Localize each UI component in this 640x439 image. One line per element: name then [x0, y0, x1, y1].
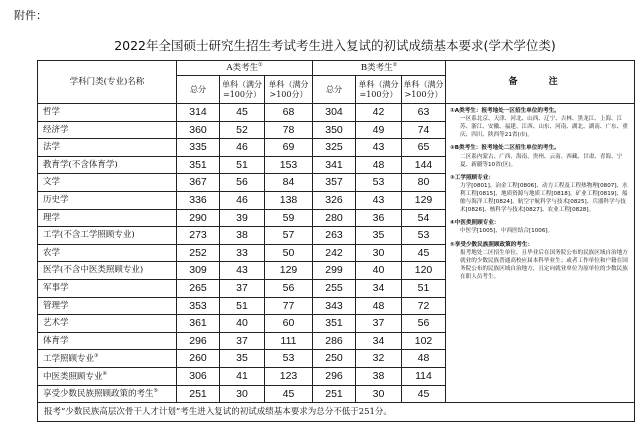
score-a-total: 360 — [177, 121, 220, 139]
subject-name — [38, 367, 177, 385]
score-b-total: 343 — [313, 297, 356, 315]
remark-title: ①A类考生：报考地处一区招生单位的考生。 — [450, 108, 560, 114]
remark-title: ③工学照顾专业： — [450, 174, 494, 181]
remark-block — [450, 107, 630, 139]
score-a-single100: 45 — [220, 104, 265, 122]
subject-name-text: 医学(不含中医类照顾专业) — [43, 265, 144, 276]
score-b-single100: 43 — [356, 139, 402, 157]
score-b-single-gt100: 114 — [402, 367, 446, 385]
score-b-single100: 35 — [356, 227, 402, 245]
score-b-total: 341 — [313, 156, 356, 174]
remark-body: 中医学[1005]、中西医结合[1006]。 — [460, 228, 554, 235]
score-b-single-gt100: 51 — [402, 279, 446, 297]
score-a-single-gt100: 59 — [265, 209, 313, 227]
score-a-single-gt100: 84 — [265, 174, 313, 192]
footnote-mark: ⑤ — [153, 388, 158, 395]
subject-name-text: 法学 — [43, 142, 61, 153]
score-a-single100: 40 — [220, 315, 265, 333]
remark-block — [450, 144, 630, 168]
group-b-mark: ② — [392, 62, 398, 69]
table-row — [38, 104, 635, 122]
score-a-single-gt100: 138 — [265, 191, 313, 209]
score-a-total: 336 — [177, 191, 220, 209]
attachment-label: 附件： — [14, 9, 47, 22]
score-b-single-gt100: 102 — [402, 332, 446, 350]
subject-name — [38, 227, 177, 245]
score-a-single-gt100: 129 — [265, 262, 313, 280]
remark-title: ②B类考生：报考地处二区招生单位的考生。 — [450, 145, 560, 152]
footer-row — [38, 403, 635, 422]
score-a-total: 367 — [177, 174, 220, 192]
score-b-single-gt100: 144 — [402, 156, 446, 174]
remark-body: 报考地处二区招生单位，且毕业后在国务院公布的民族区域自治地方就业的少数民族普通高校应届本科毕业生；或者工作单位和户籍在国务院公布的民族区域自治地方，且定向就业单位为原单位的少数民族在职人员考生。 — [460, 249, 628, 280]
score-a-single100: 41 — [220, 367, 265, 385]
a-total-header: 总分 — [177, 76, 220, 104]
subject-name — [38, 244, 177, 262]
score-a-single100: 46 — [220, 191, 265, 209]
score-a-total: 309 — [177, 262, 220, 280]
subject-name-text: 享受少数民族照顾政策的考生 — [43, 388, 154, 399]
score-a-single100: 30 — [220, 385, 265, 403]
score-b-total: 250 — [313, 350, 356, 368]
score-a-total: 314 — [177, 104, 220, 122]
subject-name — [38, 332, 177, 350]
score-a-single100: 51 — [220, 156, 265, 174]
group-a-header — [177, 61, 313, 76]
score-a-single-gt100: 153 — [265, 156, 313, 174]
score-a-total: 353 — [177, 297, 220, 315]
subject-name-text: 哲学 — [43, 107, 61, 118]
page-title: 2022年全国硕士研究生招生考试考生进入复试的初试成绩基本要求(学术学位类) — [114, 38, 556, 53]
score-a-single-gt100: 123 — [265, 367, 313, 385]
remark-block — [450, 174, 630, 215]
subject-name-text: 管理学 — [43, 300, 69, 311]
score-a-single-gt100: 68 — [265, 104, 313, 122]
score-a-single-gt100: 50 — [265, 244, 313, 262]
score-a-single-gt100: 56 — [265, 279, 313, 297]
score-b-single100: 34 — [356, 332, 402, 350]
score-b-total: 280 — [313, 209, 356, 227]
score-b-single-gt100: 45 — [402, 244, 446, 262]
score-b-single100: 38 — [356, 367, 402, 385]
score-b-single100: 34 — [356, 279, 402, 297]
score-a-single100: 37 — [220, 279, 265, 297]
subject-name-text: 文学 — [43, 177, 61, 188]
score-a-single-gt100: 77 — [265, 297, 313, 315]
score-b-total: 286 — [313, 332, 356, 350]
score-b-single-gt100: 72 — [402, 297, 446, 315]
score-b-single-gt100: 129 — [402, 191, 446, 209]
subject-name-text: 军事学 — [43, 282, 69, 293]
group-b-label: B类考生 — [360, 63, 393, 74]
score-table — [37, 60, 635, 422]
score-a-single-gt100: 111 — [265, 332, 313, 350]
subject-header: 学科门类(专业)名称 — [38, 61, 177, 104]
score-b-total: 263 — [313, 227, 356, 245]
score-b-single100: 43 — [356, 191, 402, 209]
subject-name-text: 经济学 — [43, 124, 69, 135]
score-a-single100: 39 — [220, 209, 265, 227]
subject-name — [38, 104, 177, 122]
score-b-single-gt100: 54 — [402, 209, 446, 227]
footer-note: 报考“少数民族高层次骨干人才计划”考生进入复试的初试成绩基本要求为总分不低于251分。 — [38, 403, 635, 422]
subject-name-text: 农学 — [43, 247, 61, 258]
score-a-total: 251 — [177, 385, 220, 403]
score-b-total: 350 — [313, 121, 356, 139]
score-a-total: 260 — [177, 350, 220, 368]
score-b-total: 255 — [313, 279, 356, 297]
subject-name-text: 理学 — [43, 212, 61, 223]
a-single-gt100-header: 单科（满分>100分） — [265, 76, 313, 104]
remark-body: 二区系内蒙古、广西、海南、贵州、云南、西藏、甘肃、青海、宁夏、新疆等10省(区)。 — [460, 153, 623, 168]
b-single-gt100-header: 单科（满分>100分） — [402, 76, 446, 104]
subject-name — [38, 174, 177, 192]
score-b-total: 304 — [313, 104, 356, 122]
subject-name — [38, 262, 177, 280]
score-a-total: 290 — [177, 209, 220, 227]
score-b-single100: 40 — [356, 262, 402, 280]
remarks-header — [446, 61, 635, 104]
subject-name-text: 艺术学 — [43, 318, 69, 329]
subject-name — [38, 297, 177, 315]
score-a-total: 351 — [177, 156, 220, 174]
score-b-single-gt100: 63 — [402, 104, 446, 122]
subject-name — [38, 191, 177, 209]
subject-name — [38, 121, 177, 139]
score-b-total: 357 — [313, 174, 356, 192]
group-a-mark: ① — [258, 62, 263, 69]
subject-name — [38, 385, 177, 403]
group-a-label: A类考生 — [226, 63, 259, 74]
score-b-single100: 32 — [356, 350, 402, 368]
b-total-header: 总分 — [313, 76, 356, 104]
score-a-single100: 43 — [220, 262, 265, 280]
score-a-single-gt100: 53 — [265, 350, 313, 368]
score-a-single-gt100: 57 — [265, 227, 313, 245]
score-b-single-gt100: 48 — [402, 350, 446, 368]
b-single100-header: 单科（满分=100分） — [356, 76, 402, 104]
score-b-single-gt100: 74 — [402, 121, 446, 139]
score-b-single100: 30 — [356, 385, 402, 403]
score-a-single100: 56 — [220, 174, 265, 192]
score-a-single100: 52 — [220, 121, 265, 139]
score-a-single100: 33 — [220, 244, 265, 262]
subject-name-text: 中医类照顾专业 — [43, 371, 103, 382]
score-a-single-gt100: 69 — [265, 139, 313, 157]
score-b-single100: 48 — [356, 297, 402, 315]
score-a-single100: 37 — [220, 332, 265, 350]
score-a-single100: 51 — [220, 297, 265, 315]
score-b-total: 351 — [313, 315, 356, 333]
subject-name-text: 历史学 — [43, 195, 69, 206]
score-a-total: 361 — [177, 315, 220, 333]
subject-name — [38, 156, 177, 174]
header-row-1 — [38, 61, 635, 76]
subject-name-text: 工学(不含工学照顾专业) — [43, 230, 135, 241]
score-b-single-gt100: 80 — [402, 174, 446, 192]
score-b-single100: 53 — [356, 174, 402, 192]
score-b-total: 325 — [313, 139, 356, 157]
score-b-single-gt100: 65 — [402, 139, 446, 157]
subject-name-text: 体育学 — [43, 335, 69, 346]
subject-name — [38, 350, 177, 368]
score-b-single100: 30 — [356, 244, 402, 262]
subject-name — [38, 315, 177, 333]
score-b-total: 299 — [313, 262, 356, 280]
remarks-label: 备 注 — [508, 76, 572, 87]
remark-title: ④中医类照顾专业： — [450, 220, 500, 227]
score-b-single100: 36 — [356, 209, 402, 227]
remarks-cell — [446, 104, 635, 403]
score-a-total: 252 — [177, 244, 220, 262]
score-a-single-gt100: 45 — [265, 385, 313, 403]
score-b-total: 296 — [313, 367, 356, 385]
footnote-mark: ④ — [102, 370, 107, 377]
remark-block — [450, 241, 630, 282]
score-a-single100: 46 — [220, 139, 265, 157]
score-a-total: 273 — [177, 227, 220, 245]
score-b-single100: 49 — [356, 121, 402, 139]
score-b-total: 251 — [313, 385, 356, 403]
subject-name — [38, 279, 177, 297]
score-b-single-gt100: 120 — [402, 262, 446, 280]
group-b-header — [313, 61, 446, 76]
score-b-single100: 42 — [356, 104, 402, 122]
score-b-single-gt100: 53 — [402, 227, 446, 245]
score-b-single-gt100: 45 — [402, 385, 446, 403]
score-b-total: 326 — [313, 191, 356, 209]
score-a-total: 296 — [177, 332, 220, 350]
footnote-mark: ③ — [94, 352, 99, 359]
remark-body: 力学[0801]、冶金工程[0806]、动力工程及工程热物理[0807]、水利工程[0815]、地质资源与地质工程[0818]、矿业工程[0819]、船舶与海洋工程[0824]、航空宇航科学与技术[0825]、兵器科学与技术[0826]、核科学与技术[0827]、农业工程[0828]。 — [460, 182, 628, 214]
score-a-total: 335 — [177, 139, 220, 157]
remark-body: 一区系北京、天津、河北、山西、辽宁、吉林、黑龙江、上海、江苏、浙江、安徽、福建、江西、山东、河南、湖北、湖南、广东、重庆、四川、陕西等21省(市)。 — [460, 116, 628, 139]
remark-block — [450, 219, 630, 235]
subject-name — [38, 139, 177, 157]
subject-name-text: 工学照顾专业 — [43, 353, 95, 364]
score-b-total: 242 — [313, 244, 356, 262]
score-a-single100: 38 — [220, 227, 265, 245]
score-a-single-gt100: 78 — [265, 121, 313, 139]
score-a-total: 265 — [177, 279, 220, 297]
subject-name — [38, 209, 177, 227]
score-a-single-gt100: 60 — [265, 315, 313, 333]
score-b-single100: 48 — [356, 156, 402, 174]
remark-title: ⑤享受少数民族照顾政策的考生： — [450, 241, 534, 248]
score-b-single100: 37 — [356, 315, 402, 333]
score-a-single100: 35 — [220, 350, 265, 368]
score-b-single-gt100: 56 — [402, 315, 446, 333]
score-a-total: 306 — [177, 367, 220, 385]
a-single100-header: 单科（满分=100分） — [220, 76, 265, 104]
subject-name-text: 教育学(不含体育学) — [43, 159, 118, 170]
